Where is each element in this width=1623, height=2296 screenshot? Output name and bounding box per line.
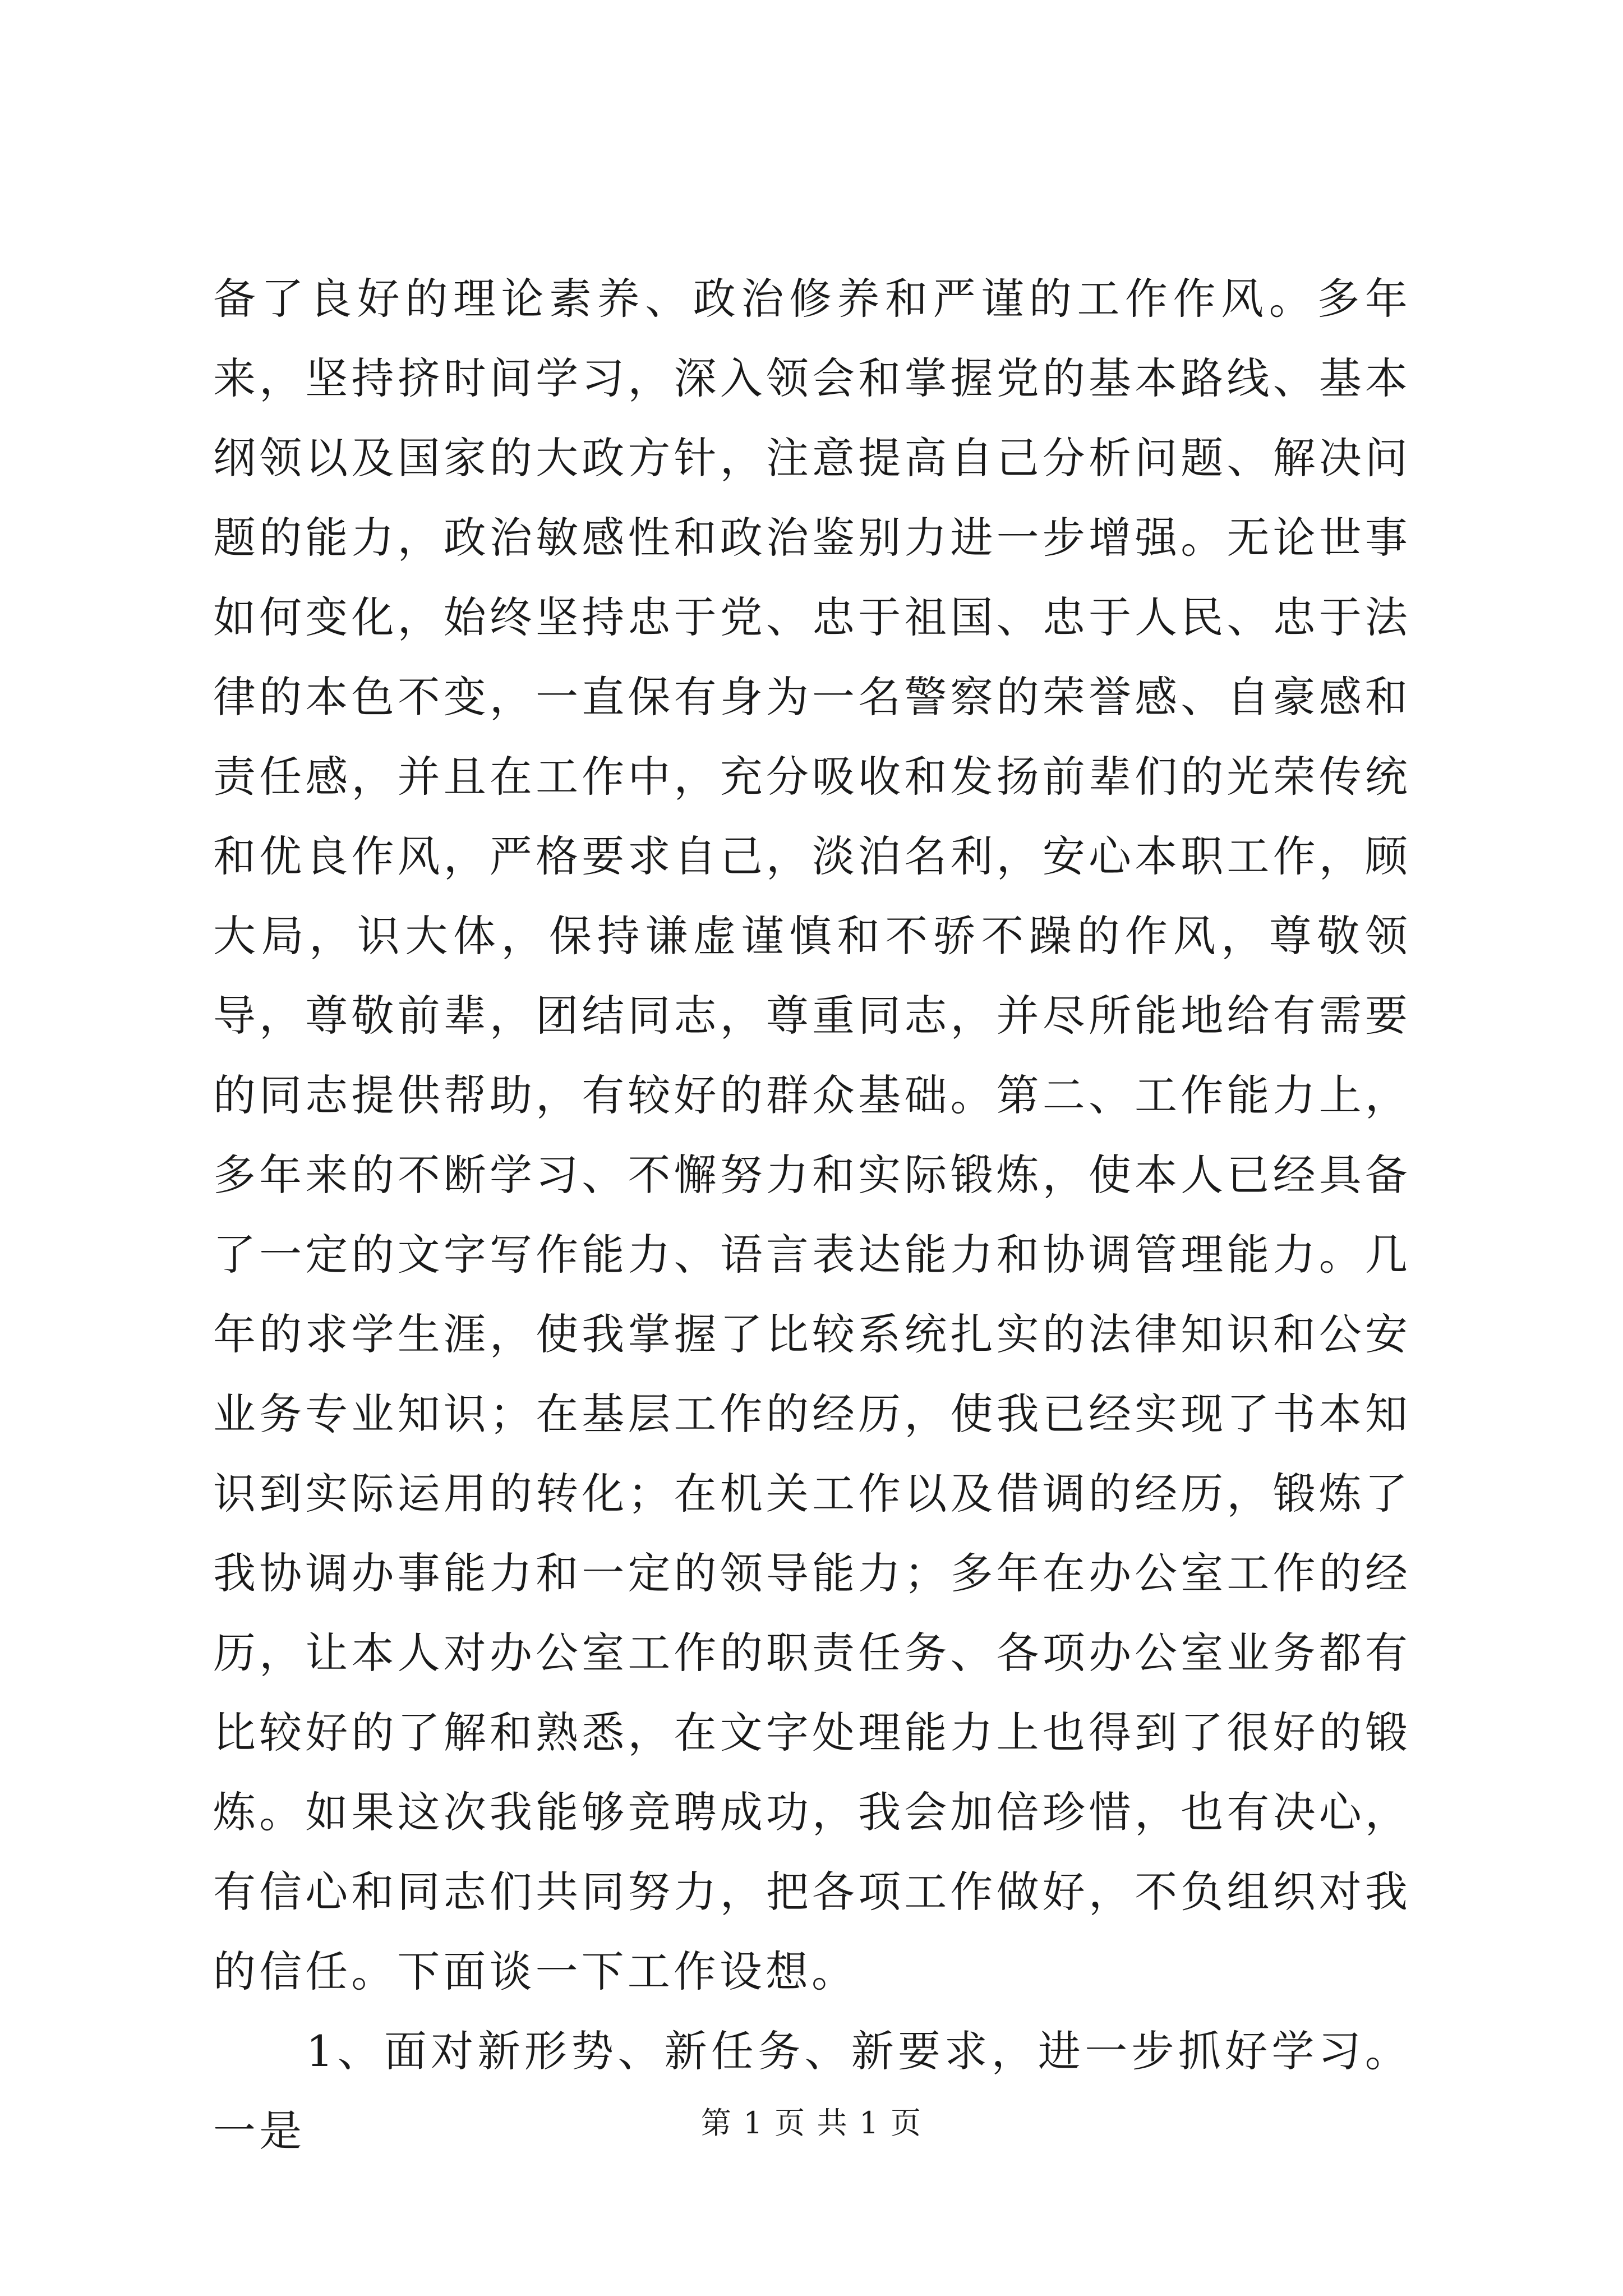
page-number-label: 第 1 页 共 1 页 bbox=[700, 2105, 923, 2141]
document-body bbox=[213, 259, 1411, 2171]
body-paragraph-continued: 备了良好的理论素养、政治修养和严谨的工作作风。多年来，坚持挤时间学习，深入领会和掌握党的基本路线、基本纲领以及国家的大政方针，注意提高自己分析问题、解决问题的能力，政治敏感性和政治鉴别力进一步增强。无论世事如何变化，始终坚持忠于党、忠于祖国、忠于人民、忠于法律的本色不变，一直保有身为一名警察的荣誉感、自豪感和责任感，并且在工作中，充分吸收和发扬前辈们的光荣传统和优良作风，严格要求自己，淡泊名利，安心本职工作，顾大局，识大体，保持谦虚谨慎和不骄不躁的作风，尊敬领导，尊敬前辈，团结同志，尊重同志，并尽所能地给有需要的同志提供帮助，有较好的群众基础。第二、工作能力上，多年来的不断学习、不懈努力和实际锻炼，使本人已经具备了一定的文字写作能力、语言表达能力和协调管理能力。几年的求学生涯，使我掌握了比较系统扎实的法律知识和公安业务专业知识；在基层工作的经历，使我已经实现了书本知识到实际运用的转化；在机关工作以及借调的经历，锻炼了我协调办事能力和一定的领导能力；多年在办公室工作的经历，让本人对办公室工作的职责任务、各项办公室业务都有比较好的了解和熟悉，在文字处理能力上也得到了很好的锻炼。如果这次我能够竞聘成功，我会加倍珍惜，也有决心，有信心和同志们共同努力，把各项工作做好，不负组织对我的信任。下面谈一下工作设想。 bbox=[213, 274, 1411, 1996]
body-paragraph-numbered: 1、面对新形势、新任务、新要求，进一步抓好学习。一是 bbox=[213, 2026, 1411, 2156]
page-footer bbox=[0, 2099, 1623, 2142]
